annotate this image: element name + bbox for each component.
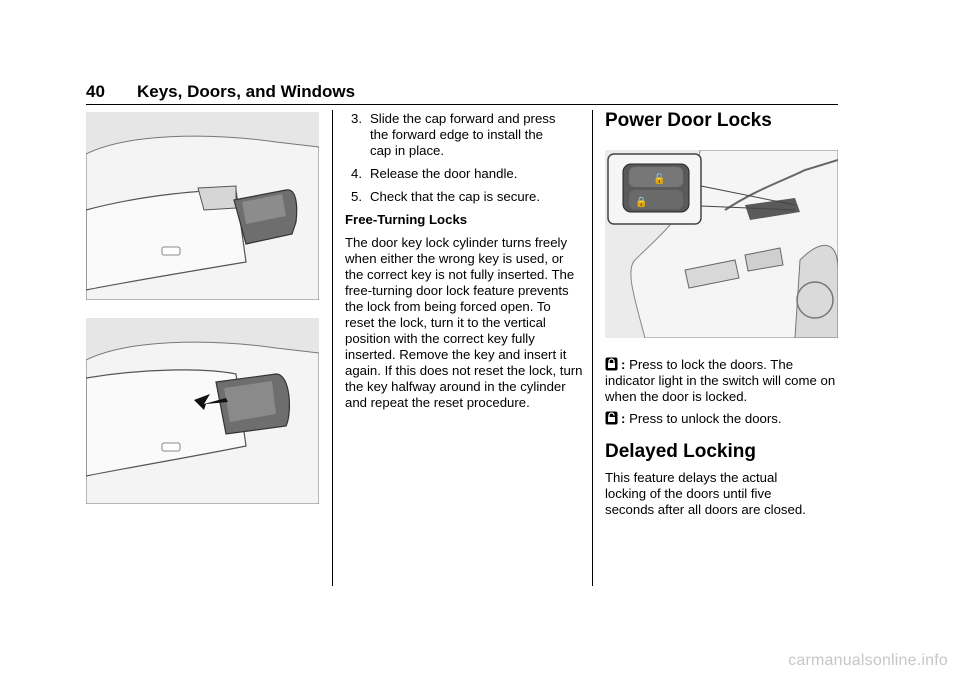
delayed-locking-heading: Delayed Locking [605,441,756,462]
step-text: Release the door handle. [370,166,518,181]
svg-text:🔓: 🔓 [653,174,666,185]
chapter-title: Keys, Doors, and Windows [137,82,356,101]
unlock-icon [605,411,618,425]
page-number: 40 [86,82,105,101]
step-number: 3. [351,111,362,126]
step-text: Check that the cap is secure. [370,189,541,204]
unlock-description [605,411,837,427]
delayed-locking-body: This feature delays the actual locking of the doors until five seconds after all doors are closed. [605,470,806,517]
door-handle-arrow-figure [86,318,319,504]
header-rule [86,104,838,105]
unlock-label: : [621,411,626,426]
step-number: 5. [351,189,362,204]
lock-text: Press to lock the doors. The indicator light in the switch will come on when the door is locked. [605,357,836,404]
step-text: Slide the cap forward and press the forward edge to install the cap in place. [370,111,556,158]
free-turning-heading: Free-Turning Locks [345,212,468,227]
lock-icon [605,357,618,371]
power-lock-switch-figure [605,150,838,338]
column-divider-left [332,110,333,586]
step-number: 4. [351,166,362,181]
power-door-locks-heading: Power Door Locks [605,110,772,131]
watermark: carmanualsonline.info [788,652,948,669]
door-handle-cap-figure [86,112,319,300]
column-divider-right [592,110,593,586]
unlock-text: Press to unlock the doors. [629,411,782,426]
free-turning-body: The door key lock cylinder turns freely when either the wrong key is used, or the correct key is not fully inserted. The free-turning door lock feature prevents the lock from being forced open. To reset the lock, turn it to the vertical position with the correct key fully inserted. Remove the key and insert it again. If this does not reset the lock, turn the key halfway around in the cylinder and repeat the reset procedure. [345,235,583,410]
lock-description [605,357,837,405]
lock-label: : [621,357,626,372]
svg-text:🔒: 🔒 [635,197,648,208]
